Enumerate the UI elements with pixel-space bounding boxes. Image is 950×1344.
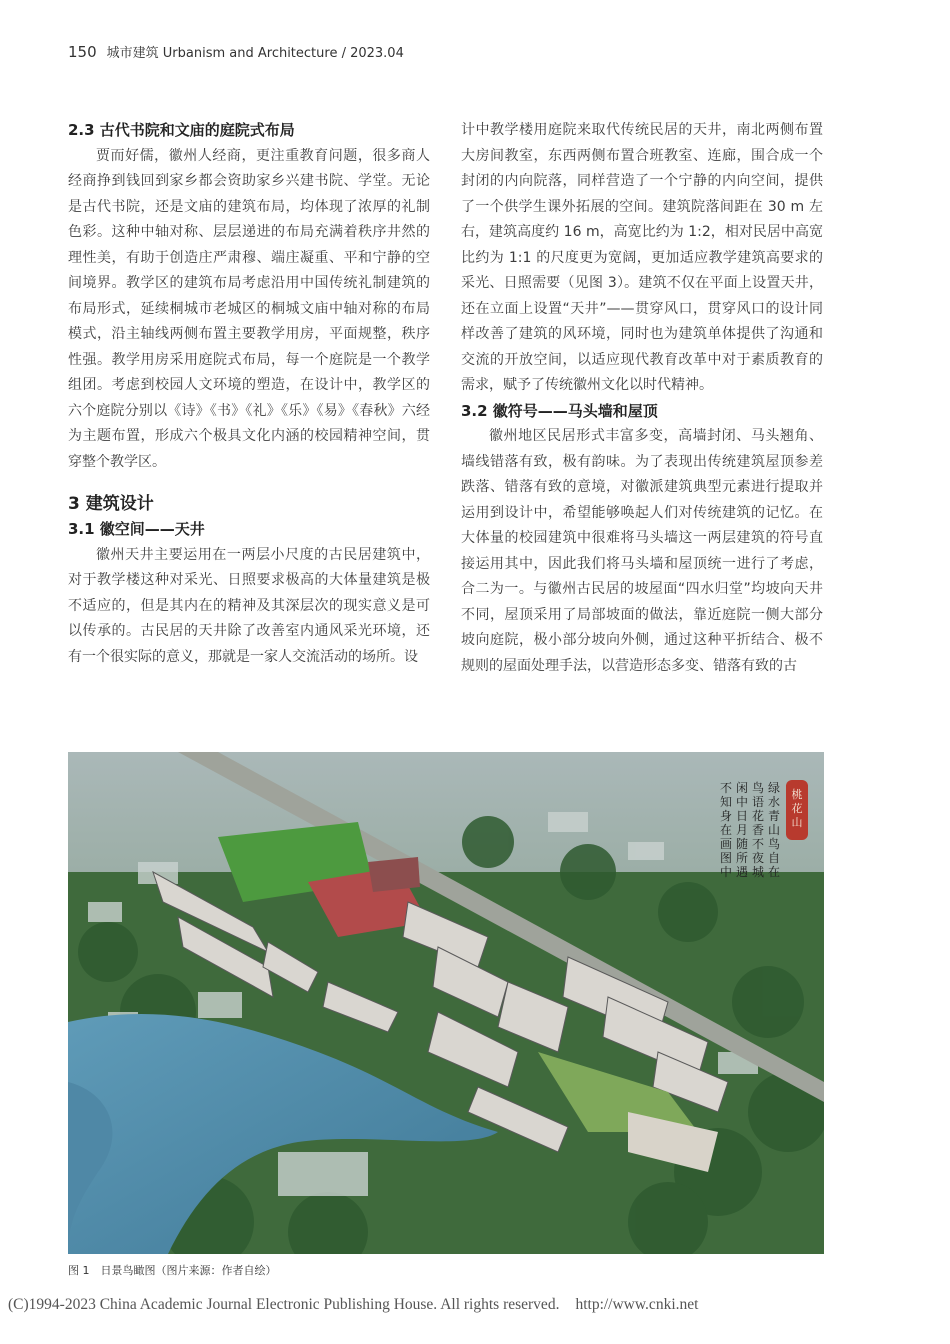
left-column [68,118,430,670]
section-3-2-title: 3.2 徽符号——马头墙和屋顶 [461,401,658,420]
copyright-text: (C)1994-2023 China Academic Journal Electronic Publishing House. All rights reserved. [8,1296,560,1313]
section-2-3-body: 贾而好儒，徽州人经商，更注重教育问题，很多商人经商挣到钱回到家乡都会资助家乡兴建书院、学堂。无论是古代书院，还是文庙的建筑布局，均体现了浓厚的礼制色彩。这种中轴对称、层层递进的布局充满着秩序井然的理性美，有助于创造庄严肃穆、端庄凝重、平和宁静的空间境界。教学区的建筑布局考虑沿用中国传统礼制建筑的布局形式，延续桐城市老城区的桐城文庙中轴对称的布局模式，沿主轴线两侧布置主要教学用房，平面规整，秩序性强。教学用房采用庭院式布局，每一个庭院是一个教学组团。考虑到校园人文环境的塑造，在设计中，教学区的六个庭院分别以《诗》《书》《礼》《乐》《易》《春秋》六经为主题布置，形成六个极具文化内涵的校园精神空间，贯穿整个教学区。 [68,147,430,470]
aerial-rendering [68,752,824,1254]
footer [8,1296,942,1314]
journal-title: 城市建筑 Urbanism and Architecture / 2023.04 [106,46,404,61]
calligraphy-line: 绿水青山鸟自在 [768,781,781,879]
calligraphy-line: 闲中日月随所遇 [736,781,749,879]
page-number: 150 [68,43,97,61]
section-3-1-body: 徽州天井主要运用在一两层小尺度的古民居建筑中，对于教学楼这种对采光、日照要求极高的大体量建筑是极不适应的，但是其内在的精神及其深层次的现实意义是可以传承的。古民居的天井除了改善室内通风采光环境，还有一个很实际的意义，那就是一家人交流活动的场所。设 [68,546,430,665]
section-3-2-body: 徽州地区民居形式丰富多变，高墙封闭、马头翘角、墙线错落有致，极有韵味。为了表现出传统建筑屋顶参差跌落、错落有致的意境，对徽派建筑典型元素进行提取并运用到设计中，希望能够唤起人们对传统建筑的记忆。在大体量的校园建筑中很难将马头墙这一两层建筑的符号直接运用其中，因此我们将马头墙和屋顶统一进行了考虑，合二为一。与徽州古民居的坡屋面“四水归堂”均坡向天井不同，屋顶采用了局部坡面的做法，靠近庭院一侧大部分坡向庭院，极小部分坡向外侧，通过这种平折结合、极不规则的屋面处理手法，以营造形态多变、错落有致的古 [461,428,823,674]
calligraphy [786,780,808,840]
section-2-3-title: 2.3 古代书院和文庙的庭院式布局 [68,121,295,139]
chapter-3-title: 3 建筑设计 [68,494,154,514]
running-header [68,42,404,61]
figure-caption: 图 1 日景鸟瞰图（图片来源：作者自绘） [68,1264,277,1277]
right-column [461,118,823,679]
continued-paragraph: 计中教学楼用庭院来取代传统民居的天井，南北两侧布置大房间教室，东西两侧布置合班教室、连廊，围合成一个封闭的内向院落，同样营造了一个宁静的内向空间，提供了一个供学生课外拓展的空间。建筑院落间距在 30 m 左右，建筑高度约 16 m，高宽比约为 1:2，相对民居中高宽比约为 1:1 的尺度更为宽阔，更加适应教学建筑高要求的采光、日照需要（见图 3）。建筑不仅在平面上设置天井，还在立面上设置“天井”——贯穿风口，贯穿风口的设计同样改善了建筑的风环境，同时也为建筑单体提供了沟通和交流的开放空间，以适应现代教育改革中对于素质教育的需求，赋予了传统徽州文化以时代精神。 [461,122,823,393]
section-3-1-title: 3.1 徽空间——天井 [68,520,205,538]
footer-url[interactable]: http://www.cnki.net [575,1296,699,1313]
calligraphy-line: 不知身在画图中 [720,781,733,879]
calligraphy-line: 鸟语花香不夜城 [752,781,765,879]
aerial-view-figure [68,752,824,1254]
seal-text: 桃花山 [791,788,803,829]
